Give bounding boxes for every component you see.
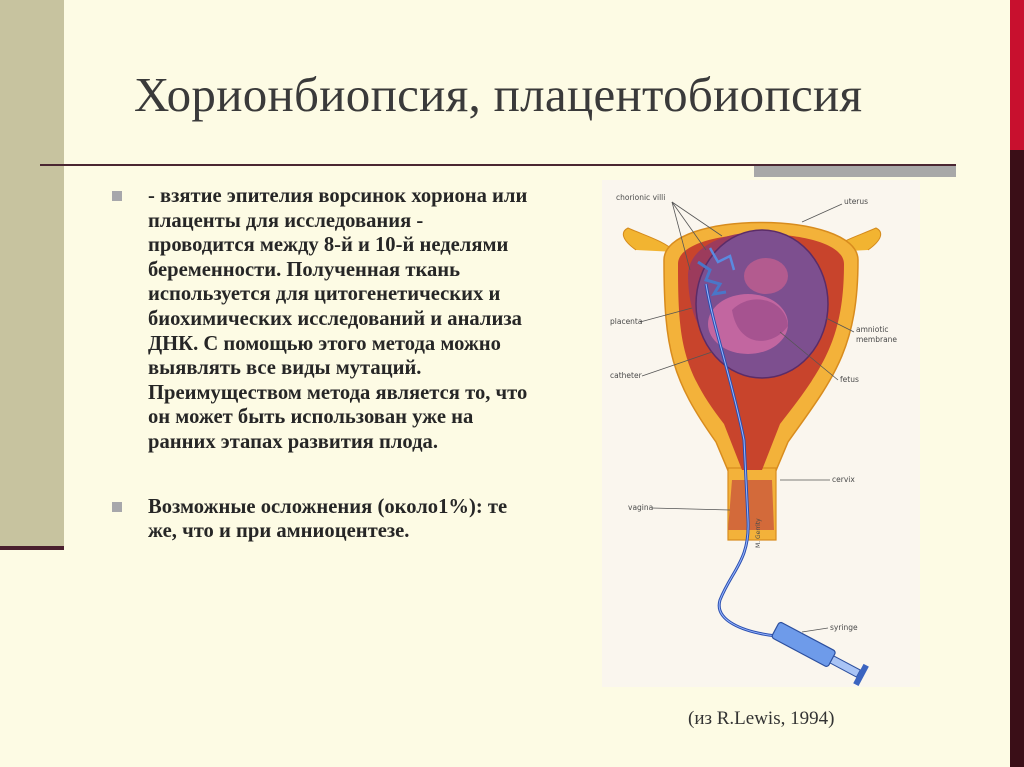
figure-credit: (из R.Lewis, 1994) [688,708,835,729]
label-placenta: placenta [610,317,643,326]
label-chorionic-villi: chorionic villi [616,193,666,202]
left-decor-band [0,0,64,548]
label-amniotic: amniotic [856,325,889,334]
label-syringe: syringe [830,623,858,632]
label-cervix: cervix [832,475,855,484]
right-edge-red-accent [1010,0,1024,150]
label-uterus: uterus [844,197,869,206]
left-decor-line [0,546,64,550]
bullet-square-icon [112,502,122,512]
chorionic-villus-sampling-illustration [602,180,920,687]
label-catheter: catheter [610,371,642,380]
label-artist: M. Gerrity [755,518,762,548]
label-membrane: membrane [856,335,898,344]
title-divider-accent [754,166,956,177]
slide-title: Хорионбиопсия, плацентобиопсия [134,67,863,122]
bullet-text: Возможные осложнения (около1%): те же, что и при амниоцентезе. [148,495,508,543]
bullet-text: - взятие эпителия ворсинок хориона или плаценты для исследования - проводится между 8-й и 10-й неделями беременности. Полученная ткань используется для цитогенетических и биохимических исследований и анализа ДНК. С помощью этого метода можно выявлять все виды мутаций. Преимуществом метода является то, что он может быть использован уже на ранних этапах развития плода. [148,185,528,453]
bullet-square-icon [112,191,122,201]
bullet-item-procedure [110,184,530,455]
right-edge-dark-accent [1010,150,1024,767]
bullet-list [110,184,530,544]
label-vagina: vagina [628,503,654,512]
bullet-item-complications [110,495,530,544]
label-fetus: fetus [840,375,859,384]
